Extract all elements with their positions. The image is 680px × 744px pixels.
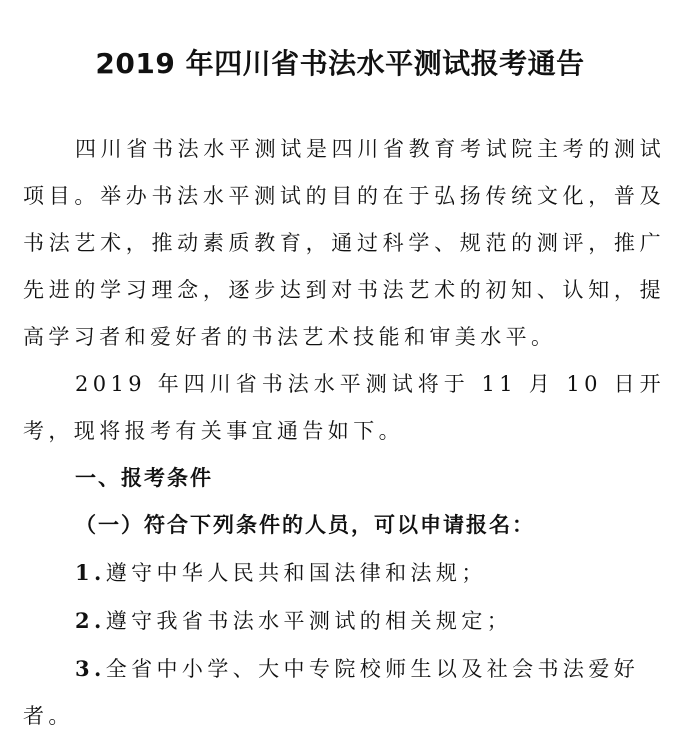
section-heading-eligibility: 一、报考条件	[75, 466, 213, 490]
list-item-number: 1.	[75, 560, 106, 585]
list-item-text: 遵守我省书法水平测试的相关规定；	[105, 609, 513, 633]
list-item-text: 全省中小学、大中专院校师生以及社会书法爱好者。	[23, 657, 640, 728]
list-item-number: 3.	[75, 656, 106, 681]
list-item	[23, 549, 665, 597]
subsection-heading-applicants: （一）符合下列条件的人员，可以申请报名：	[75, 513, 535, 537]
exam-date-paragraph: 2019 年四川省书法水平测试将于 11 月 10 日开考，现将报考有关事宜通告如下。	[23, 372, 665, 443]
document-body	[23, 126, 665, 740]
list-item	[23, 645, 665, 740]
list-item	[23, 597, 665, 645]
list-item-text: 遵守中华人民共和国法律和法规；	[105, 561, 487, 585]
intro-paragraph: 四川省书法水平测试是四川省教育考试院主考的测试项目。举办书法水平测试的目的在于弘扬传统文化，普及书法艺术，推动素质教育，通过科学、规范的测评，推广先进的学习理念，逐步达到对书法艺术的初知、认知，提高学习者和爱好者的书法艺术技能和审美水平。	[23, 137, 665, 349]
document-title: 2019 年四川省书法水平测试报考通告	[95, 47, 585, 80]
list-item-number: 2.	[75, 608, 106, 633]
